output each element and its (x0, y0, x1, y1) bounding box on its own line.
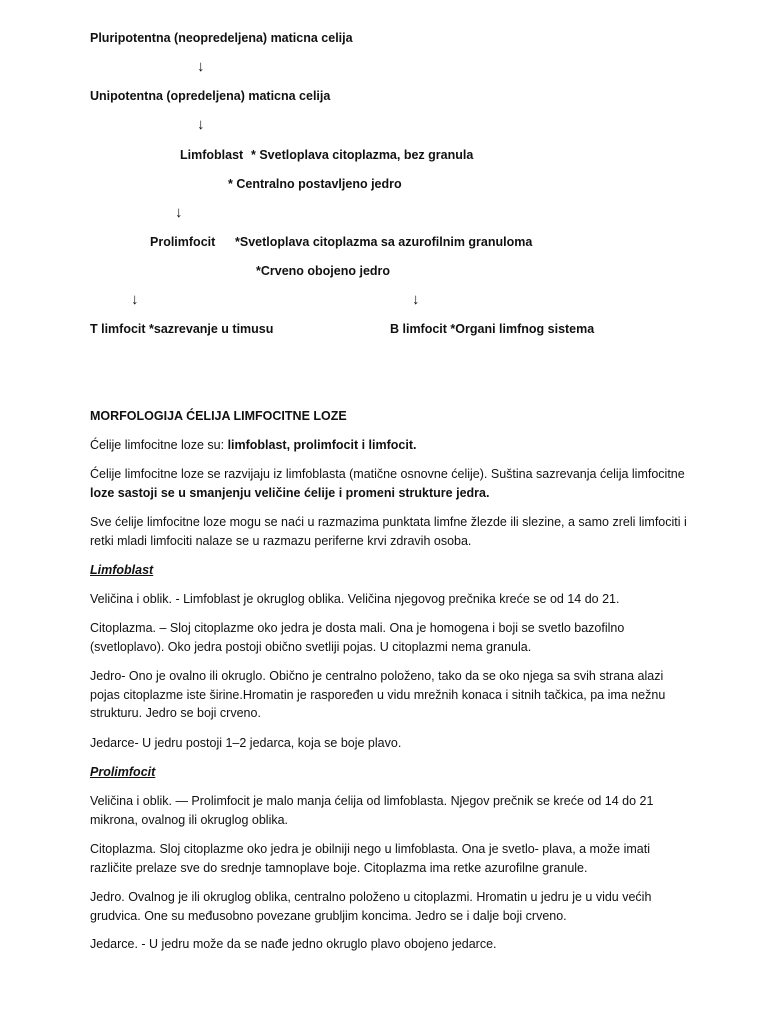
limfoblast-citoplazma: Citoplazma. – Sloj citoplazme oko jedra je dosta mali. Ona je homogena i boji se svetlo bazofilno (svetloplavo). Oko jedra postoji obično svetliji pojas. U citoplazmi nema granula. (90, 621, 625, 654)
limfoblast-velicina: Veličina i oblik. - Limfoblast je okruglog oblika. Veličina njegovog prečnika kreće se od 14 do 21. (90, 592, 620, 606)
prolimfocit-note: *Crveno obojeno jedro (256, 264, 391, 278)
paragraph (90, 436, 690, 455)
down-arrow-icon: ↓ (131, 291, 139, 308)
limfoblast-label: Limfoblast (180, 148, 244, 162)
down-arrow-icon: ↓ (197, 58, 205, 75)
limfoblast-heading: Limfoblast (90, 563, 154, 577)
limfoblast-jedarce: Jedarce- U jedru postoji 1–2 jedarca, koja se boje plavo. (90, 736, 402, 750)
prolimfocit-citoplazma: Citoplazma. Sloj citoplazme oko jedra je obilniji nego u limfoblasta. Ona je svetlo- plava, a može imati različite prelaze sve do srednje tamnoplave boje. Citoplazma ima retke azurofilne granule. (90, 842, 650, 875)
down-arrow-icon: ↓ (197, 116, 205, 133)
prolimfocit-velicina: Veličina i oblik. — Prolimfocit je malo manja ćelija od limfoblasta. Njegov prečnik se kreće od 14 do 21 mikrona, ovalnog ili okruglog oblika. (90, 794, 654, 827)
b-limfocit-label: B limfocit *Organi limfnog sistema (390, 322, 595, 336)
pluripotent-cell-label: Pluripotentna (neopredeljena) maticna celija (90, 31, 353, 45)
prolimfocit-note: *Svetloplava citoplazma sa azurofilnim granuloma (235, 235, 533, 249)
paragraph-bold-text: loze sastoji se u smanjenju veličine ćelije i promeni strukture jedra. (90, 485, 490, 500)
prolimfocit-label: Prolimfocit (150, 235, 216, 249)
limfoblast-note: * Centralno postavljeno jedro (228, 177, 402, 191)
unipotent-cell-label: Unipotentna (opredeljena) maticna celija (90, 89, 331, 103)
down-arrow-icon: ↓ (412, 291, 420, 308)
paragraph-text: Ćelije limfocitne loze se razvijaju iz limfoblasta (matične osnovne ćelije). Suština sazrevanja ćelija limfocitne (90, 467, 685, 481)
down-arrow-icon: ↓ (175, 204, 183, 221)
paragraph-bold-text: limfoblast, prolimfocit i limfocit. (227, 438, 417, 452)
paragraph-text: Ćelije limfocitne loze su: (90, 438, 228, 452)
prolimfocit-jedro: Jedro. Ovalnog je ili okruglog oblika, centralno položeno u citoplazmi. Hromatin u jedru je u vidu većih grudvica. One su međusobno povezane grubljim koncima. Jedro se i dalje boji crveno. (90, 890, 652, 923)
prolimfocit-jedarce: Jedarce. - U jedru može da se nađe jedno okruglo plavo obojeno jedarce. (90, 937, 497, 951)
t-limfocit-label: T limfocit *sazrevanje u timusu (90, 322, 274, 336)
limfoblast-jedro: Jedro- Ono je ovalno ili okruglo. Obično je centralno položeno, tako da se oko njega sa svih strana alazi pojas citoplazme iste širine.Hromatin je raspoređen u vidu mrežnih konaca i sitnih tačkica, pa ima nežnu strukturu. Jedro se boji crveno. (90, 669, 666, 720)
paragraph: Sve ćelije limfocitne loze mogu se naći u razmazima punktata limfne žlezde ili slezine, a samo zreli limfociti i retki mladi limfociti nalaze se u razmazu periferne krvi zdravih osoba. (90, 515, 687, 548)
paragraph (90, 465, 690, 502)
prolimfocit-heading: Prolimfocit (90, 765, 156, 779)
section-heading: MORFOLOGIJA ĆELIJA LIMFOCITNE LOZE (90, 409, 347, 423)
limfoblast-note: * Svetloplava citoplazma, bez granula (251, 148, 474, 162)
